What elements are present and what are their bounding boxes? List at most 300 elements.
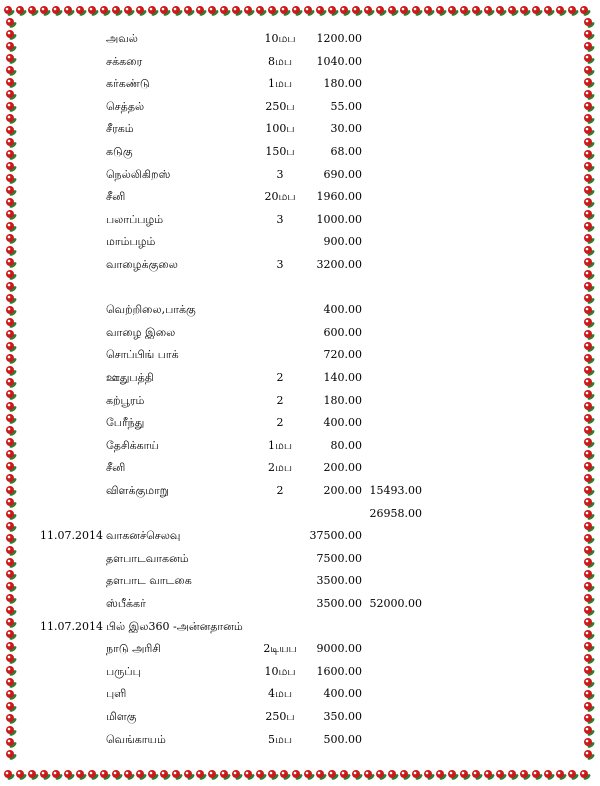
flower-icon — [584, 522, 595, 533]
flower-icon — [584, 534, 595, 545]
row-item: நெல்லிகிறஸ் — [106, 167, 171, 181]
flower-icon — [584, 102, 595, 113]
flower-icon — [6, 414, 17, 425]
row-item: தளபாடவாகனம் — [106, 551, 189, 565]
flower-icon — [496, 6, 507, 17]
row-item: வெங்காயம் — [106, 732, 166, 746]
flower-icon — [4, 6, 15, 17]
flower-icon — [584, 414, 595, 425]
flower-icon — [6, 606, 17, 617]
flower-icon — [584, 474, 595, 485]
flower-icon — [6, 186, 17, 197]
row-quantity: 2மப — [267, 461, 293, 475]
row-date: 11.07.2014 — [40, 529, 103, 543]
table-row — [22, 279, 578, 297]
flower-icon — [352, 770, 363, 781]
flower-icon — [6, 210, 17, 221]
table-row — [22, 640, 578, 658]
flower-icon — [584, 306, 595, 317]
flower-icon — [52, 6, 63, 17]
row-quantity: 100ப — [265, 122, 295, 136]
flower-icon — [52, 770, 63, 781]
row-amount: 37500.00 — [309, 529, 362, 543]
flower-icon — [412, 6, 423, 17]
flower-icon — [532, 6, 543, 17]
row-item: மிளகு — [106, 710, 137, 723]
row-quantity: 10மப — [264, 664, 296, 678]
row-amount: 900.00 — [323, 235, 362, 249]
row-amount: 68.00 — [330, 145, 362, 158]
flower-icon — [584, 366, 595, 377]
flower-icon — [88, 770, 99, 781]
row-item: சீனி — [106, 461, 126, 475]
flower-icon — [584, 162, 595, 173]
row-item: புளி — [106, 687, 127, 701]
flower-icon — [280, 770, 291, 781]
flower-icon — [388, 6, 399, 17]
flower-icon — [6, 258, 17, 269]
flower-icon — [6, 750, 17, 761]
flower-icon — [28, 770, 39, 781]
row-amount: 400.00 — [323, 687, 362, 701]
flower-icon — [6, 438, 17, 449]
row-quantity: 8மப — [267, 54, 293, 68]
flower-icon — [112, 770, 123, 781]
flower-icon — [6, 726, 17, 737]
row-item: கடுகு — [106, 145, 133, 158]
flower-icon — [256, 6, 267, 17]
flower-icon — [584, 726, 595, 737]
row-amount: 9000.00 — [316, 642, 362, 656]
flower-icon — [6, 222, 17, 233]
flower-icon — [40, 6, 51, 17]
table-row — [22, 437, 578, 455]
flower-icon — [584, 750, 595, 761]
flower-icon — [208, 6, 219, 17]
row-amount: 1000.00 — [316, 212, 362, 226]
flower-icon — [584, 714, 595, 725]
flower-icon — [6, 174, 17, 185]
flower-icon — [6, 102, 17, 113]
flower-icon — [584, 246, 595, 257]
table-row — [22, 120, 578, 138]
row-amount: 1040.00 — [316, 54, 362, 68]
flower-icon — [584, 174, 595, 185]
row-item: சக்கரை — [106, 54, 143, 68]
row-quantity: 2 — [276, 484, 284, 497]
flower-icon — [376, 770, 387, 781]
flower-icon — [184, 770, 195, 781]
flower-icon — [6, 54, 17, 65]
flower-icon — [584, 498, 595, 509]
flower-icon — [136, 770, 147, 781]
row-amount: 600.00 — [323, 325, 362, 339]
flower-icon — [6, 702, 17, 713]
flower-icon — [584, 702, 595, 713]
flower-icon — [88, 6, 99, 17]
row-item: அவல் — [106, 32, 138, 45]
flower-icon — [424, 770, 435, 781]
row-amount: 400.00 — [323, 416, 362, 430]
flower-icon — [6, 462, 17, 473]
flower-icon — [400, 770, 411, 781]
row-item: கற்பூரம் — [106, 393, 145, 407]
row-amount: 30.00 — [330, 122, 362, 136]
flower-icon — [544, 770, 555, 781]
flower-icon — [568, 6, 579, 17]
flower-icon — [304, 6, 315, 17]
flower-icon — [584, 486, 595, 497]
flower-icon — [584, 138, 595, 149]
table-row — [22, 731, 578, 749]
flower-icon — [584, 90, 595, 101]
flower-icon — [584, 66, 595, 77]
row-amount: 400.00 — [323, 303, 362, 317]
flower-icon — [6, 402, 17, 413]
flower-icon — [436, 770, 447, 781]
flower-icon — [6, 246, 17, 257]
flower-icon — [100, 6, 111, 17]
table-row — [22, 595, 578, 613]
flower-icon — [6, 450, 17, 461]
flower-icon — [6, 642, 17, 653]
row-quantity: 2 — [276, 371, 284, 384]
row-item: வெற்றிலை,பாக்கு — [106, 303, 196, 317]
row-quantity: 3 — [276, 167, 284, 181]
table-row — [22, 369, 578, 387]
flower-icon — [172, 770, 183, 781]
flower-icon — [6, 282, 17, 293]
table-row — [22, 211, 578, 229]
flower-icon — [584, 558, 595, 569]
flower-icon — [584, 546, 595, 557]
flower-icon — [148, 770, 159, 781]
flower-icon — [6, 390, 17, 401]
flower-icon — [584, 330, 595, 341]
flower-icon — [460, 770, 471, 781]
flower-icon — [584, 618, 595, 629]
row-amount: 350.00 — [323, 710, 362, 723]
row-total: 26958.00 — [369, 506, 422, 520]
flower-icon — [6, 66, 17, 77]
table-row — [22, 324, 578, 342]
row-item: பேரீந்து — [106, 416, 145, 430]
flower-icon — [4, 770, 15, 781]
flower-icon — [460, 6, 471, 17]
row-amount: 500.00 — [323, 732, 362, 746]
flower-icon — [584, 126, 595, 137]
table-row — [22, 166, 578, 184]
row-amount: 180.00 — [323, 393, 362, 407]
flower-icon — [6, 198, 17, 209]
flower-icon — [6, 654, 17, 665]
row-item: பலாப்பழம் — [106, 212, 164, 226]
flower-icon — [584, 150, 595, 161]
row-quantity: 150ப — [265, 145, 295, 158]
flower-icon — [232, 770, 243, 781]
flower-icon — [484, 770, 495, 781]
flower-icon — [584, 186, 595, 197]
flower-icon — [584, 210, 595, 221]
row-total: 15493.00 — [369, 484, 422, 497]
flower-icon — [584, 318, 595, 329]
flower-icon — [6, 150, 17, 161]
flower-icon — [584, 30, 595, 41]
flower-icon — [584, 570, 595, 581]
flower-icon — [584, 426, 595, 437]
flower-icon — [472, 770, 483, 781]
flower-icon — [584, 114, 595, 125]
flower-icon — [544, 6, 555, 17]
flower-icon — [6, 498, 17, 509]
flower-icon — [6, 630, 17, 641]
row-item: சொப்பிங் பாக் — [106, 348, 179, 362]
flower-icon — [6, 690, 17, 701]
row-date: 11.07.2014 — [40, 619, 103, 633]
flower-icon — [584, 690, 595, 701]
row-item: வாகனச்செலவு — [106, 529, 181, 543]
row-amount: 1960.00 — [316, 190, 362, 204]
flower-icon — [6, 678, 17, 689]
row-item: நாடு அரிசி — [106, 642, 161, 656]
flower-icon — [584, 666, 595, 677]
flower-icon — [508, 770, 519, 781]
table-row — [22, 188, 578, 206]
flower-icon — [584, 654, 595, 665]
flower-icon — [424, 6, 435, 17]
table-row — [22, 53, 578, 71]
row-quantity: 250ப — [265, 710, 295, 723]
flower-icon — [6, 570, 17, 581]
flower-icon — [6, 546, 17, 557]
flower-icon — [6, 162, 17, 173]
row-item: சீனி — [106, 190, 126, 204]
table-row — [22, 663, 578, 681]
flower-icon — [472, 6, 483, 17]
flower-icon — [584, 462, 595, 473]
table-row — [22, 143, 578, 161]
flower-icon — [584, 606, 595, 617]
row-amount: 1600.00 — [316, 664, 362, 678]
flower-icon — [6, 618, 17, 629]
flower-icon — [584, 234, 595, 245]
row-item: ஸ்பீக்கர் — [106, 597, 146, 610]
flower-icon — [220, 770, 231, 781]
flower-icon — [584, 510, 595, 521]
table-row — [22, 301, 578, 319]
flower-icon — [232, 6, 243, 17]
flower-icon — [280, 6, 291, 17]
table-row — [22, 618, 578, 636]
flower-icon — [268, 770, 279, 781]
table-row — [22, 505, 578, 523]
row-amount: 140.00 — [323, 371, 362, 384]
flower-icon — [160, 6, 171, 17]
flower-icon — [124, 770, 135, 781]
flower-icon — [328, 770, 339, 781]
row-item: கர்கண்டு — [106, 77, 150, 91]
table-row — [22, 414, 578, 432]
row-amount: 7500.00 — [316, 551, 362, 565]
flower-icon — [124, 6, 135, 17]
row-item: பில் இல360 -அன்னதானம் — [106, 619, 243, 633]
row-amount: 3500.00 — [316, 597, 362, 610]
flower-icon — [584, 678, 595, 689]
flower-icon — [6, 558, 17, 569]
flower-icon — [6, 18, 17, 29]
flower-icon — [6, 510, 17, 521]
flower-icon — [6, 90, 17, 101]
flower-icon — [6, 30, 17, 41]
ledger-table — [22, 24, 578, 762]
flower-icon — [268, 6, 279, 17]
flower-icon — [292, 770, 303, 781]
flower-icon — [6, 738, 17, 749]
flower-icon — [64, 6, 75, 17]
row-item: வாழை இலை — [106, 325, 176, 339]
flower-icon — [448, 6, 459, 17]
flower-icon — [316, 6, 327, 17]
flower-icon — [6, 306, 17, 317]
flower-icon — [6, 582, 17, 593]
row-quantity: 5மப — [267, 732, 293, 746]
flower-icon — [584, 582, 595, 593]
flower-icon — [448, 770, 459, 781]
flower-icon — [6, 126, 17, 137]
flower-icon — [16, 770, 27, 781]
flower-icon — [292, 6, 303, 17]
flower-icon — [584, 198, 595, 209]
flower-icon — [6, 78, 17, 89]
flower-icon — [64, 770, 75, 781]
row-quantity: 4மப — [267, 687, 293, 701]
flower-icon — [400, 6, 411, 17]
flower-icon — [352, 6, 363, 17]
row-quantity: 3 — [276, 258, 284, 271]
flower-icon — [256, 770, 267, 781]
flower-icon — [6, 114, 17, 125]
flower-icon — [340, 770, 351, 781]
row-amount: 3500.00 — [316, 574, 362, 588]
flower-icon — [388, 770, 399, 781]
flower-icon — [6, 426, 17, 437]
flower-icon — [6, 666, 17, 677]
flower-icon — [6, 378, 17, 389]
flower-icon — [584, 594, 595, 605]
flower-icon — [532, 770, 543, 781]
flower-icon — [584, 282, 595, 293]
flower-icon — [584, 54, 595, 65]
flower-icon — [580, 6, 591, 17]
flower-icon — [6, 42, 17, 53]
flower-icon — [6, 594, 17, 605]
flower-icon — [568, 770, 579, 781]
flower-icon — [580, 770, 591, 781]
flower-icon — [76, 770, 87, 781]
flower-icon — [584, 402, 595, 413]
table-row — [22, 346, 578, 364]
flower-icon — [584, 18, 595, 29]
row-item: மாம்பழம் — [106, 235, 156, 249]
flower-icon — [584, 222, 595, 233]
flower-icon — [316, 770, 327, 781]
flower-icon — [6, 354, 17, 365]
flower-icon — [584, 378, 595, 389]
flower-icon — [584, 78, 595, 89]
table-row — [22, 482, 578, 500]
row-item: பருப்பு — [106, 664, 141, 678]
row-amount: 690.00 — [323, 167, 362, 181]
flower-icon — [436, 6, 447, 17]
row-quantity: 2 — [276, 393, 284, 407]
flower-icon — [160, 770, 171, 781]
flower-icon — [6, 318, 17, 329]
flower-icon — [6, 486, 17, 497]
flower-icon — [112, 6, 123, 17]
flower-icon — [496, 770, 507, 781]
flower-icon — [556, 770, 567, 781]
row-quantity: 1மப — [267, 77, 293, 91]
flower-icon — [6, 294, 17, 305]
table-row — [22, 392, 578, 410]
flower-icon — [40, 770, 51, 781]
flower-icon — [584, 354, 595, 365]
row-item: தேசிக்காய் — [106, 438, 159, 452]
flower-icon — [556, 6, 567, 17]
row-item: விளக்குமாறு — [106, 484, 169, 497]
flower-icon — [412, 770, 423, 781]
flower-icon — [6, 234, 17, 245]
table-row — [22, 708, 578, 726]
flower-icon — [520, 6, 531, 17]
row-quantity: 10மப — [264, 32, 296, 45]
table-row — [22, 75, 578, 93]
row-amount: 80.00 — [330, 438, 362, 452]
flower-icon — [6, 474, 17, 485]
flower-icon — [304, 770, 315, 781]
flower-icon — [508, 6, 519, 17]
row-item: ஊதுபத்தி — [106, 371, 154, 384]
flower-icon — [28, 6, 39, 17]
table-row — [22, 550, 578, 568]
flower-icon — [220, 6, 231, 17]
row-amount: 55.00 — [330, 99, 362, 113]
table-row — [22, 572, 578, 590]
flower-icon — [244, 770, 255, 781]
row-amount: 200.00 — [323, 484, 362, 497]
flower-icon — [6, 534, 17, 545]
flower-icon — [76, 6, 87, 17]
flower-icon — [376, 6, 387, 17]
table-row — [22, 233, 578, 251]
flower-icon — [584, 342, 595, 353]
row-amount: 1200.00 — [316, 32, 362, 45]
row-amount: 3200.00 — [316, 258, 362, 271]
row-quantity: 2 — [276, 416, 284, 430]
flower-icon — [364, 770, 375, 781]
flower-icon — [136, 6, 147, 17]
row-item: சீரகம் — [106, 122, 134, 136]
table-row — [22, 685, 578, 703]
row-quantity: 2டியப — [263, 642, 297, 656]
row-quantity: 250ப — [265, 99, 295, 113]
flower-icon — [584, 630, 595, 641]
flower-icon — [484, 6, 495, 17]
flower-icon — [584, 270, 595, 281]
row-amount: 180.00 — [323, 77, 362, 91]
flower-icon — [100, 770, 111, 781]
table-row — [22, 30, 578, 48]
